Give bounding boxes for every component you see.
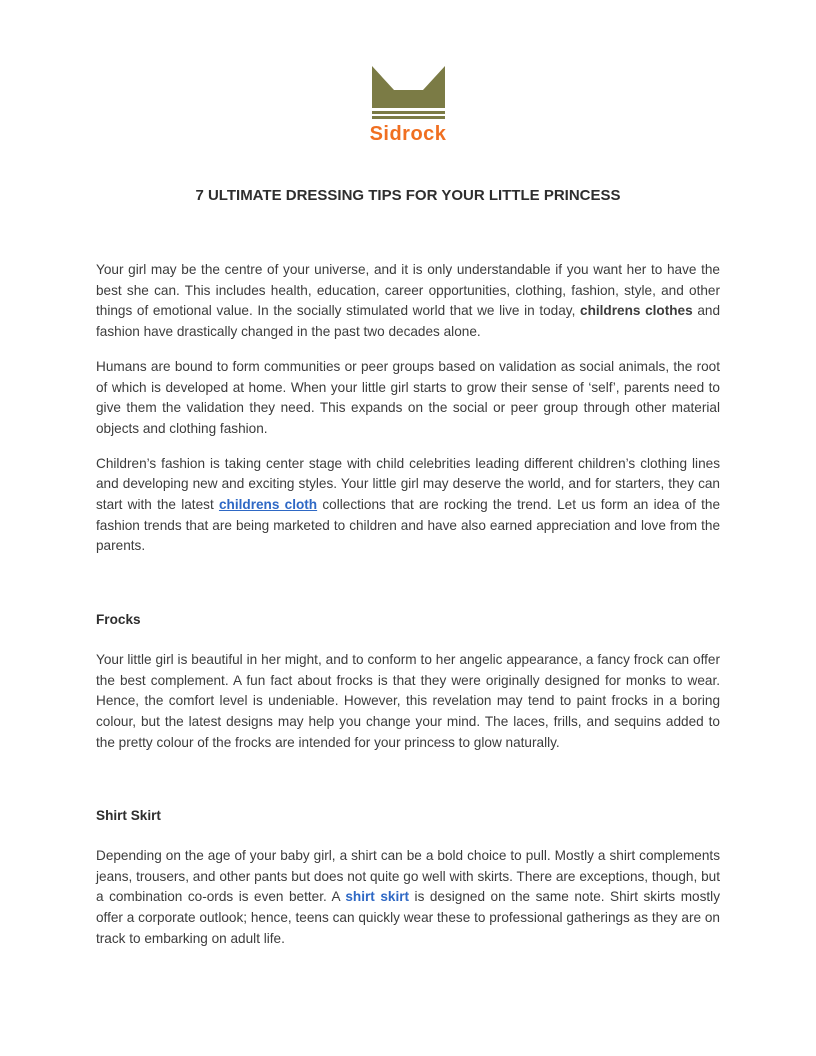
section-heading-frocks: Frocks	[96, 612, 141, 628]
logo-underline-2	[372, 116, 445, 119]
text-run: Children’s fashion is taking center stage with child celebrities leading different children’s clothing lines and developing new and exciting styles. Your little girl may deserve the world, and for starters, they can start with the latest	[96, 455, 720, 513]
childrens-cloth-link[interactable]: childrens cloth	[218, 497, 318, 513]
brand-name: Sidrock	[369, 123, 447, 145]
paragraph-intro-1	[96, 260, 720, 343]
logo	[0, 0, 816, 146]
shirt-skirt-link[interactable]: shirt skirt	[345, 889, 410, 905]
text-run: Your girl may be the centre of your universe, and it is only understandable if you want her to have the best she can. This includes health, education, career opportunities, clothing, fashion, style, and other things of emotional value. In the socially stimulated world that we live in today,	[96, 262, 720, 319]
logo-underline-1	[372, 111, 445, 114]
paragraph-shirt-skirt	[96, 846, 720, 950]
text-run: Humans are bound to form communities or peer groups based on validation as social animals, the root of which is developed at home. When your little girl starts to grow their sense of ‘self’, parents need to give them the validation they need. This expands on the social or peer group through other material objects and clothing fashion.	[96, 358, 720, 436]
paragraph-intro-2	[96, 357, 720, 440]
section-heading-shirt-skirt: Shirt Skirt	[96, 808, 161, 824]
text-run: Your little girl is beautiful in her might, and to conform to her angelic appearance, a fancy frock can offer the best complement. A fun fact about frocks is that they were originally designed for monks to wear. Hence, the comfort level is undeniable. However, this revelation may tend to paint frocks in a boring colour, but the latest designs may help you change your mind. The laces, frills, and sequins added to the pretty colour of the frocks are intended for your princess to glow naturally.	[96, 651, 720, 750]
text-run: is designed on the same note. Shirt skirts mostly offer a corporate outlook; hence, teens can quickly wear these to professional gatherings as they are on track to embarking on adult life.	[96, 889, 721, 946]
page-title: 7 ULTIMATE DRESSING TIPS FOR YOUR LITTLE PRINCESS	[195, 187, 621, 204]
text-run: and fashion have drastically changed in the past two decades alone.	[96, 303, 721, 340]
document-body	[96, 260, 720, 950]
text-run: Depending on the age of your baby girl, a shirt can be a bold choice to pull. Mostly a shirt complements jeans, trousers, and other pants but does not quite go well with skirts. There are exceptions, though, but a combination co-ords is even better. A	[96, 848, 720, 905]
crown-logo-icon	[372, 66, 445, 108]
paragraph-frocks	[96, 650, 720, 754]
text-run: collections that are rocking the trend. Let us form an idea of the fashion trends that are being marketed to children and have also earned appreciation and love from the parents.	[96, 497, 721, 554]
bold-childrens-clothes: childrens clothes	[580, 303, 693, 319]
paragraph-intro-3	[96, 454, 720, 558]
